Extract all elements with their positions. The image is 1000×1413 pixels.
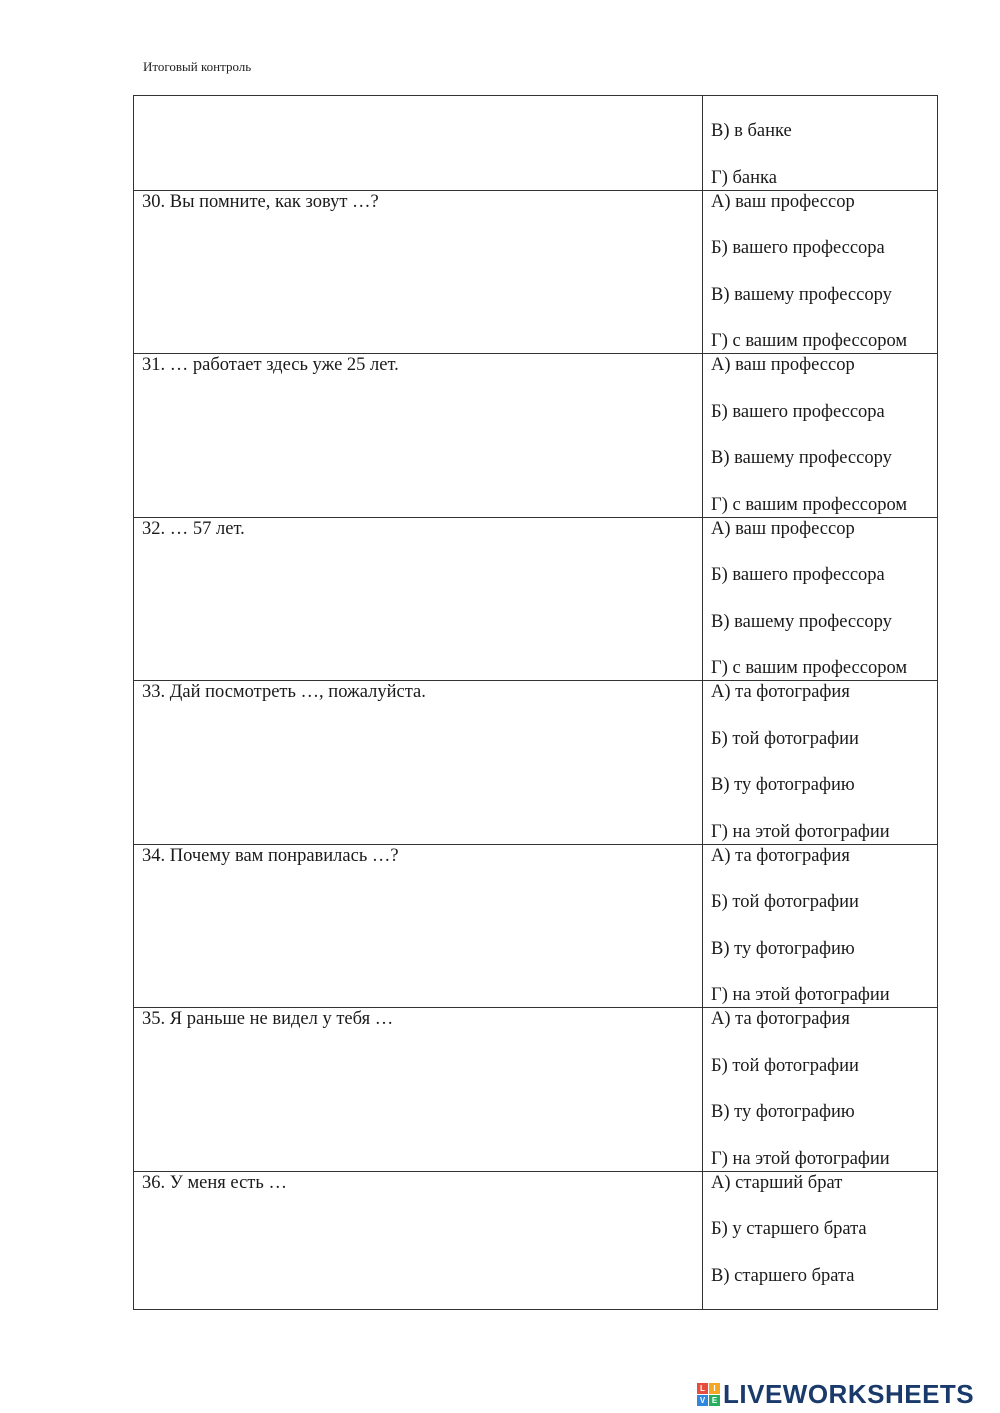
answer-option[interactable]: Г) с вашим профессором <box>711 331 908 351</box>
table-row <box>134 681 938 845</box>
table-row <box>134 190 938 354</box>
answer-option[interactable]: А) ваш профессор <box>711 191 855 212</box>
answer-option[interactable]: Г) с вашим профессором <box>711 494 908 515</box>
answer-option[interactable]: В) вашему профессору <box>711 448 892 468</box>
options-cell <box>703 844 938 1008</box>
logo-tile-1: L <box>697 1383 708 1394</box>
logo-tile-2: I <box>709 1383 720 1394</box>
question-text: 30. Вы помните, как зовут …? <box>134 190 703 354</box>
options-cell <box>703 354 938 518</box>
table-row <box>134 517 938 681</box>
answer-option[interactable]: В) ту фотографию <box>711 938 855 959</box>
answer-option[interactable]: Б) вашего профессора <box>711 565 885 585</box>
question-text: 32. … 57 лет. <box>134 517 703 681</box>
answer-option[interactable]: Г) банка <box>711 167 777 188</box>
answer-option[interactable]: А) та фотография <box>711 682 850 702</box>
answer-option[interactable]: В) ту фотографию <box>711 1102 855 1122</box>
liveworksheets-logo-icon <box>697 1383 720 1406</box>
options-cell <box>703 1171 938 1309</box>
quiz-table <box>133 95 938 1310</box>
answer-option[interactable]: А) та фотография <box>711 1009 850 1029</box>
options-cell <box>703 96 938 191</box>
table-row <box>134 844 938 1008</box>
answer-option[interactable]: Б) той фотографии <box>711 892 859 912</box>
logo-text: LIVEWORKSHEETS <box>723 1379 975 1409</box>
answer-option[interactable]: Г) на этой фотографии <box>711 985 890 1005</box>
question-text: 33. Дай посмотреть …, пожалуйста. <box>134 681 703 845</box>
question-text: 36. У меня есть … <box>134 1171 703 1309</box>
page-header: Итоговый контроль <box>143 59 252 74</box>
question-text: 35. Я раньше не видел у тебя … <box>134 1008 703 1172</box>
answer-option[interactable]: Г) на этой фотографии <box>711 1148 890 1169</box>
options-cell <box>703 190 938 354</box>
logo-tile-4: E <box>709 1395 720 1406</box>
answer-option[interactable]: В) вашему профессору <box>711 611 892 632</box>
answer-option[interactable]: Б) вашего профессора <box>711 401 885 422</box>
answer-option[interactable]: А) ваш профессор <box>711 355 855 375</box>
answer-option[interactable]: В) ту фотографию <box>711 775 855 795</box>
answer-option[interactable]: Б) той фотографии <box>711 1055 859 1076</box>
table-row <box>134 1171 938 1309</box>
question-text: 34. Почему вам понравилась …? <box>134 844 703 1008</box>
answer-option[interactable]: В) старшего брата <box>711 1265 855 1286</box>
options-cell <box>703 517 938 681</box>
answer-option[interactable]: Б) у старшего брата <box>711 1219 867 1239</box>
answer-option[interactable]: Б) вашего профессора <box>711 238 885 258</box>
liveworksheets-logo <box>697 1379 974 1410</box>
answer-option[interactable]: Г) на этой фотографии <box>711 821 890 842</box>
answer-option[interactable]: Г) с вашим профессором <box>711 658 908 678</box>
options-cell <box>703 681 938 845</box>
table-row <box>134 96 938 191</box>
question-text: 31. … работает здесь уже 25 лет. <box>134 354 703 518</box>
table-row <box>134 1008 938 1172</box>
question-cell <box>134 96 703 191</box>
answer-option[interactable]: А) та фотография <box>711 845 850 866</box>
answer-option[interactable]: В) вашему профессору <box>711 284 892 305</box>
logo-tile-3: V <box>697 1395 708 1406</box>
answer-option[interactable]: Б) той фотографии <box>711 728 859 749</box>
table-row <box>134 354 938 518</box>
answer-option[interactable]: В) в банке <box>711 121 792 141</box>
answer-option[interactable]: А) старший брат <box>711 1172 843 1193</box>
options-cell <box>703 1008 938 1172</box>
answer-option[interactable]: А) ваш профессор <box>711 518 855 539</box>
